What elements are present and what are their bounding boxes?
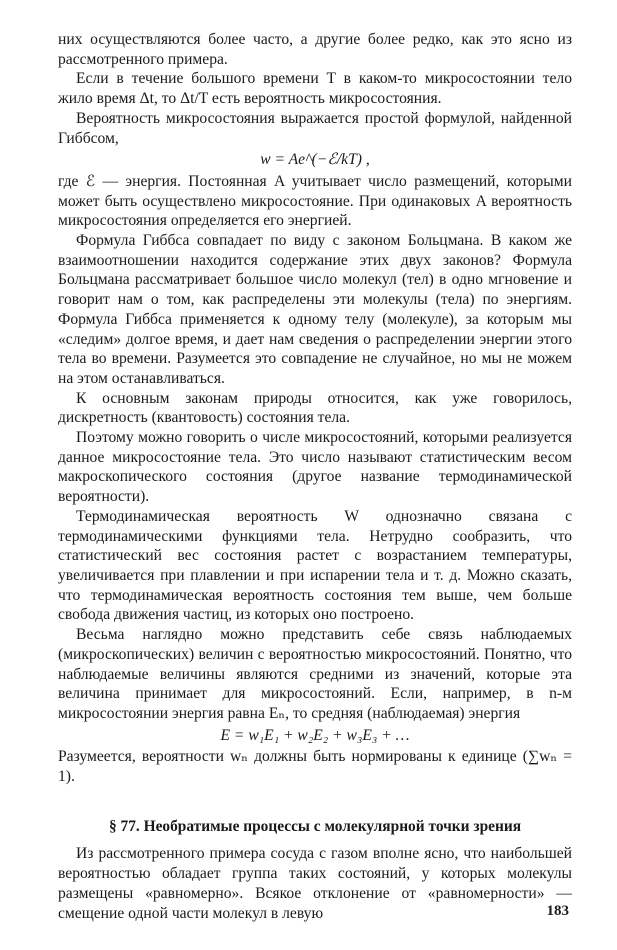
paragraph: Термодинамическая вероятность W однозначно связана с термодинамическими функциями тела. Нетрудно сообразить, что статистический вес состояния растет с возрастанием температуры, увеличивается при плавлении и при испарении тела и т. д. Можно сказать, что термодинамическая вероятность состояния тем выше, чем больше свобода движения частиц, из которых оно построено.: [58, 507, 572, 624]
paragraph: них осуществляются более часто, а другие более редко, как это ясно из рассмотренного примера.: [58, 31, 572, 68]
paragraph: Разумеется, вероятности wₙ должны быть нормированы к единице (∑wₙ = 1).: [58, 748, 572, 786]
gibbs-formula: w = Ae^(−ℰ/kT) ,: [260, 151, 370, 169]
paragraph: Весьма наглядно можно представить себе связь наблюдаемых (микроскопических) величин с вероятностью микросостояний. Понятно, что наблюдаемые величины являются средними из значений, которые эта величина принимает для микросостояний. Если, например, в n-м микросостоянии энергия равна Eₙ, то средняя (наблюдаемая) энергия: [58, 626, 572, 722]
paragraph: Из рассмотренного примера сосуда с газом вполне ясно, что наибольшей вероятностью обладает группа таких состояний, у которых молекулы размещены «равномерно». Всякое отклонение от «равномерности» — смещение одной части молекул в левую: [58, 845, 572, 922]
paragraph: К основным законам природы относится, как уже говорилось, дискретность (квантовость) состояния тела.: [58, 389, 572, 427]
paragraph: где ℰ — энергия. Постоянная A учитывает число размещений, которыми может быть осуществлено микросостояние. При одинаковых A вероятность микросостояния определяется его энергией.: [58, 172, 572, 230]
page-text: [58, 30, 572, 923]
paragraph: Поэтому можно говорить о числе микросостояний, которыми реализуется данное микросостояние тела. Это число называют статистическим весом макроскопического состояния (другое название термодинамической вероятности).: [58, 429, 572, 506]
mean-energy-formula: E = w₁E₁ + w₂E₂ + w₃E₃ + …: [220, 726, 410, 744]
page-number: 183: [546, 903, 569, 919]
section-heading: § 77. Необратимые процессы с молекулярной точки зрения: [108, 817, 522, 835]
paragraph: Если в течение большого времени T в каком-то микросостоянии тело жило время Δt, то Δt/T есть вероятность микросостояния.: [58, 70, 572, 108]
paragraph: Формула Гиббса совпадает по виду с законом Больцмана. В каком же взаимоотношении находится содержание этих двух законов? Формула Больцмана рассматривает большое число молекул (тел) в одно мгновение и говорит нам о том, как распределены эти молекулы (тела) по энергиям. Формула Гиббса применяется к одному телу (молекуле), за которым мы «следим» долгое время, и дает нам сведения о распределении энергии этого тела во времени. Разумеется это совпадение не случайное, но мы не можем на этом останавливаться.: [58, 232, 572, 387]
paragraph: Вероятность микросостояния выражается простой формулой, найденной Гиббсом,: [58, 109, 572, 147]
